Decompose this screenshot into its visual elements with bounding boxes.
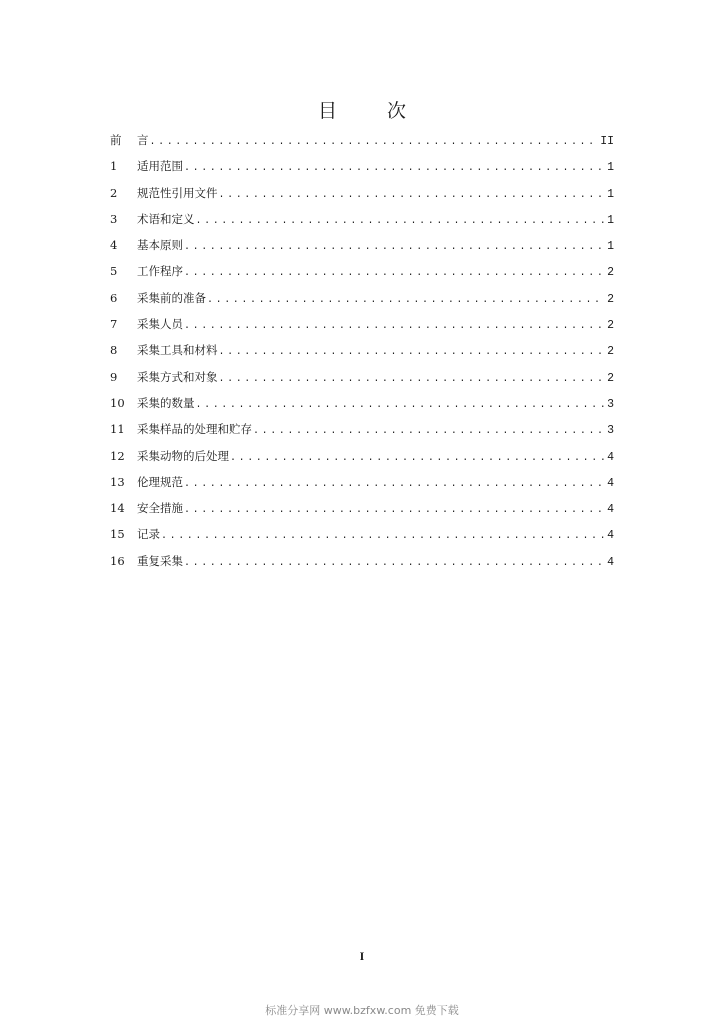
watermark-text: 标准分享网 www.bzfxw.com 免费下载 (265, 1004, 459, 1017)
toc-entry-label: 安全措施 (137, 501, 183, 516)
toc-entry-page: 2 (607, 345, 614, 359)
toc-entry-9[interactable] (110, 364, 614, 390)
toc-entry-4[interactable] (110, 232, 614, 258)
toc-leader-dots (196, 393, 605, 416)
toc-entry-label: 采集动物的后处理 (137, 448, 229, 463)
toc-entry-page: 4 (607, 476, 614, 490)
page-number: I (359, 949, 365, 963)
toc-entry-page: 4 (607, 450, 614, 464)
toc-entry-10[interactable] (110, 390, 614, 416)
toc-entry-16[interactable] (110, 548, 614, 574)
toc-leader-dots (219, 367, 605, 390)
toc-entry-page: 1 (607, 213, 614, 227)
toc-entry-label: 记录 (137, 527, 160, 542)
toc-entry-15[interactable] (110, 521, 614, 547)
toc-entry-number: 12 (110, 448, 125, 463)
toc-leader-dots (184, 314, 604, 337)
toc-entry-number: 14 (110, 501, 125, 516)
toc-leader-dots (184, 498, 604, 521)
toc-entry-label: 采集工具和材料 (137, 343, 218, 358)
toc-entry-label: 重复采集 (137, 553, 183, 568)
toc-entry-label: 适用范围 (137, 159, 183, 174)
toc-entry-page: 1 (607, 240, 614, 254)
toc-leader-dots (184, 156, 604, 179)
toc-entry-page: 2 (607, 292, 614, 306)
toc-entry-page: 4 (607, 503, 614, 517)
toc-entry-number: 13 (110, 474, 125, 489)
toc-entry-label: 采集的数量 (137, 395, 195, 410)
toc-entry-page: 1 (607, 187, 614, 201)
toc-entry-label: 采集方式和对象 (137, 369, 218, 384)
toc-entry-11[interactable] (110, 416, 614, 442)
toc-entry-page: 4 (607, 555, 614, 569)
toc-entry-label: 言 (137, 133, 149, 147)
toc-entry-2[interactable] (110, 180, 614, 206)
toc-title: 目 次 (317, 100, 429, 122)
toc-entry-1[interactable] (110, 153, 614, 179)
toc-entry-number: 7 (110, 317, 118, 332)
toc-entry-3[interactable] (110, 206, 614, 232)
toc-entry-label: 规范性引用文件 (137, 185, 218, 200)
toc-entry-foreword[interactable] (110, 127, 614, 153)
toc-leader-dots (184, 551, 604, 574)
toc-entry-number: 2 (110, 185, 118, 200)
toc-entry-12[interactable] (110, 443, 614, 469)
toc-entry-page: 4 (607, 529, 614, 543)
toc-entry-7[interactable] (110, 311, 614, 337)
toc-entry-label: 伦理规范 (137, 474, 183, 489)
toc-leader-dots (184, 472, 604, 495)
toc-entry-number: 10 (110, 395, 125, 410)
toc-entry-number: 11 (110, 422, 125, 437)
toc-entry-number: 1 (110, 159, 118, 174)
toc-leader-dots (219, 340, 605, 363)
toc-entry-label: 工作程序 (137, 264, 183, 279)
toc-entry-13[interactable] (110, 469, 614, 495)
toc-leader-dots (161, 524, 604, 547)
toc-entry-number: 5 (110, 264, 118, 279)
toc-leader-dots (196, 209, 605, 232)
toc-entry-label: 基本原则 (137, 238, 183, 253)
toc-entry-8[interactable] (110, 337, 614, 363)
toc-entry-number: 15 (110, 527, 125, 542)
toc-entry-14[interactable] (110, 495, 614, 521)
toc-leader-dots (219, 183, 605, 206)
toc-entry-page: 2 (607, 266, 614, 280)
toc-entry-6[interactable] (110, 285, 614, 311)
toc-entry-label: 采集人员 (137, 317, 183, 332)
toc-entry-label: 采集样品的处理和贮存 (137, 422, 252, 437)
toc-entry-number: 4 (110, 238, 118, 253)
toc-leader-dots (253, 419, 604, 442)
toc-entry-5[interactable] (110, 258, 614, 284)
table-of-contents (110, 127, 614, 574)
toc-leader-dots (184, 261, 604, 284)
toc-leader-dots (184, 235, 604, 258)
toc-entry-page: 2 (607, 371, 614, 385)
toc-entry-page: 1 (607, 161, 614, 175)
toc-entry-page: 2 (607, 319, 614, 333)
toc-entry-number: 16 (110, 553, 125, 568)
toc-leader-dots (207, 288, 604, 311)
toc-entry-number: 6 (110, 290, 118, 305)
toc-entry-page: 3 (607, 424, 614, 438)
toc-entry-label: 术语和定义 (137, 211, 195, 226)
toc-entry-number: 3 (110, 211, 118, 226)
toc-entry-page: II (600, 135, 614, 148)
toc-entry-page: 3 (607, 397, 614, 411)
toc-entry-number: 前 (110, 133, 122, 147)
toc-leader-dots (230, 446, 604, 469)
toc-leader-dots (150, 130, 598, 153)
toc-entry-label: 采集前的准备 (137, 290, 206, 305)
toc-entry-number: 9 (110, 369, 118, 384)
toc-entry-number: 8 (110, 343, 118, 358)
